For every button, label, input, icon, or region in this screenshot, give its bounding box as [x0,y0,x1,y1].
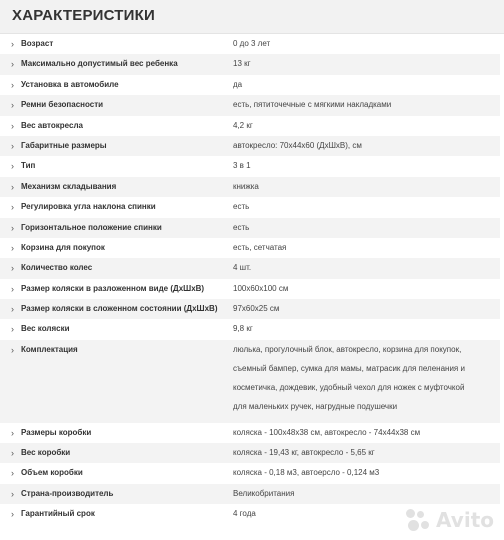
spec-label-text: Вес коробки [21,448,71,458]
avito-watermark [406,508,494,532]
spec-row[interactable] [0,34,500,54]
spec-value [218,197,500,217]
spec-value [218,75,500,95]
spec-value [218,340,500,423]
spec-value-line: 0 до 3 лет [233,39,271,48]
spec-label [0,238,218,258]
chevron-right-icon: › [11,39,14,49]
spec-label-text: Корзина для покупок [21,242,105,252]
spec-value-line: 4,2 кг [233,120,253,130]
chevron-right-icon: › [11,263,14,274]
spec-label [0,75,218,95]
spec-value [218,299,500,319]
spec-row[interactable] [0,136,500,156]
chevron-right-icon: › [11,304,14,315]
chevron-right-icon: › [11,100,14,111]
spec-value [218,443,500,463]
spec-value [218,423,500,443]
spec-value-line: 4 шт. [233,263,252,273]
spec-label-text: Вес коляски [21,324,70,334]
spec-label [0,279,218,299]
chevron-right-icon: › [11,202,14,213]
spec-value [218,136,500,156]
spec-value-line: люлька, прогулочный блок, автокресло, корзина для покупок, [233,344,462,354]
chevron-right-icon: › [11,161,14,172]
spec-label-text: Габаритные размеры [21,140,107,150]
chevron-right-icon: › [11,222,14,233]
spec-row[interactable] [0,319,500,339]
spec-value-line: 4 года [233,509,256,519]
section-title: ХАРАКТЕРИСТИКИ [12,7,155,24]
spec-label [0,423,218,443]
chevron-right-icon: › [11,344,14,355]
chevron-right-icon: › [11,140,14,151]
spec-label [0,218,218,238]
spec-label [0,340,218,423]
spec-label [0,443,218,463]
spec-value [218,279,500,299]
chevron-right-icon: › [11,242,14,253]
spec-value-line: есть [233,202,250,212]
spec-value [218,95,500,115]
spec-label-text: Размеры коробки [21,427,92,437]
spec-label-text: Объем коробки [21,468,83,478]
spec-value-line: для маленьких ручек, нагрудные подушечки [233,402,398,412]
spec-label-text: Возраст [21,39,54,48]
spec-row[interactable] [0,463,500,483]
spec-value [218,258,500,278]
spec-value-line: 13 кг [233,59,251,69]
spec-value [218,218,500,238]
spec-label-text: Горизонтальное положение спинки [21,222,162,232]
spec-row[interactable] [0,218,500,238]
spec-label-text: Комплектация [21,344,78,354]
spec-label [0,258,218,278]
spec-label [0,463,218,483]
spec-value [218,177,500,197]
spec-label [0,34,218,54]
spec-row[interactable] [0,238,500,258]
chevron-right-icon: › [11,283,14,294]
spec-value-line: 100х60х100 см [233,283,289,293]
specs-table [0,34,500,525]
spec-value-line: есть, пятиточечные с мягкими накладками [233,100,392,110]
spec-label-text: Гарантийный срок [21,509,95,519]
spec-value [218,319,500,339]
spec-label [0,197,218,217]
spec-row[interactable] [0,95,500,115]
spec-value-line: есть, сетчатая [233,242,287,252]
spec-label [0,54,218,74]
spec-value [218,463,500,483]
chevron-right-icon: › [11,427,14,438]
spec-label [0,484,218,504]
spec-row[interactable] [0,177,500,197]
spec-value-line: 3 в 1 [233,161,251,171]
chevron-right-icon: › [11,79,14,90]
chevron-right-icon: › [11,509,14,520]
spec-value-line: косметичка, дождевик, удобный чехол для ножек с муфточкой [233,383,465,393]
section-header [0,0,504,34]
spec-row[interactable] [0,423,500,443]
spec-row[interactable] [0,197,500,217]
spec-label-text: Максимально допустимый вес ребенка [21,59,178,69]
spec-value-line: съемный бампер, сумка для мамы, матрасик для пеленания и [233,364,465,374]
spec-label-text: Вес автокресла [21,120,83,130]
spec-row[interactable] [0,340,500,423]
spec-row[interactable] [0,279,500,299]
chevron-right-icon: › [11,120,14,131]
chevron-right-icon: › [11,181,14,192]
spec-row[interactable] [0,156,500,176]
spec-value-line: автокресло: 70х44х60 (ДхШхВ), см [233,140,362,150]
avito-logo-icon [406,509,432,531]
spec-label [0,177,218,197]
spec-label [0,504,218,524]
chevron-right-icon: › [11,324,14,335]
spec-value-line: коляска - 0,18 м3, автоерсло - 0,124 м3 [233,468,380,478]
spec-row[interactable] [0,258,500,278]
spec-label-text: Механизм складывания [21,181,117,191]
spec-label [0,136,218,156]
spec-value [218,238,500,258]
chevron-right-icon: › [11,59,14,70]
spec-value-line: коляска - 100х48х38 см, автокресло - 74х44х38 см [233,427,421,437]
spec-label-text: Размер коляски в сложенном состоянии (ДхШхВ) [21,304,218,314]
spec-row[interactable] [0,75,500,95]
spec-value [218,116,500,136]
spec-row[interactable] [0,484,500,504]
spec-row[interactable] [0,299,500,319]
spec-value-line: 97х60х25 см [233,304,280,314]
spec-label-text: Размер коляски в разложенном виде (ДхШхВ) [21,283,205,293]
spec-row[interactable] [0,443,500,463]
spec-label [0,116,218,136]
spec-label [0,156,218,176]
spec-value [218,54,500,74]
spec-value-line: Великобритания [233,488,295,498]
spec-label-text: Количество колес [21,263,93,273]
spec-label-text: Страна-производитель [21,488,114,498]
spec-label [0,319,218,339]
avito-watermark-text: Avito [436,508,494,532]
chevron-right-icon: › [11,448,14,459]
spec-value [218,34,500,54]
spec-label [0,299,218,319]
chevron-right-icon: › [11,468,14,479]
spec-value-line: есть [233,222,250,232]
spec-value-line: коляска - 19,43 кг, автокресло - 5,65 кг [233,448,375,458]
spec-value [218,156,500,176]
spec-label-text: Регулировка угла наклона спинки [21,202,156,212]
spec-value [218,484,500,504]
spec-value-line: книжка [233,181,259,191]
chevron-right-icon: › [11,488,14,499]
spec-label-text: Тип [21,161,36,171]
spec-label-text: Ремни безопасности [21,100,104,110]
spec-label-text: Установка в автомобиле [21,79,119,89]
spec-row[interactable] [0,54,500,74]
spec-value-line: 9,8 кг [233,324,253,334]
spec-value-line: да [233,79,243,89]
spec-row[interactable] [0,116,500,136]
spec-label [0,95,218,115]
